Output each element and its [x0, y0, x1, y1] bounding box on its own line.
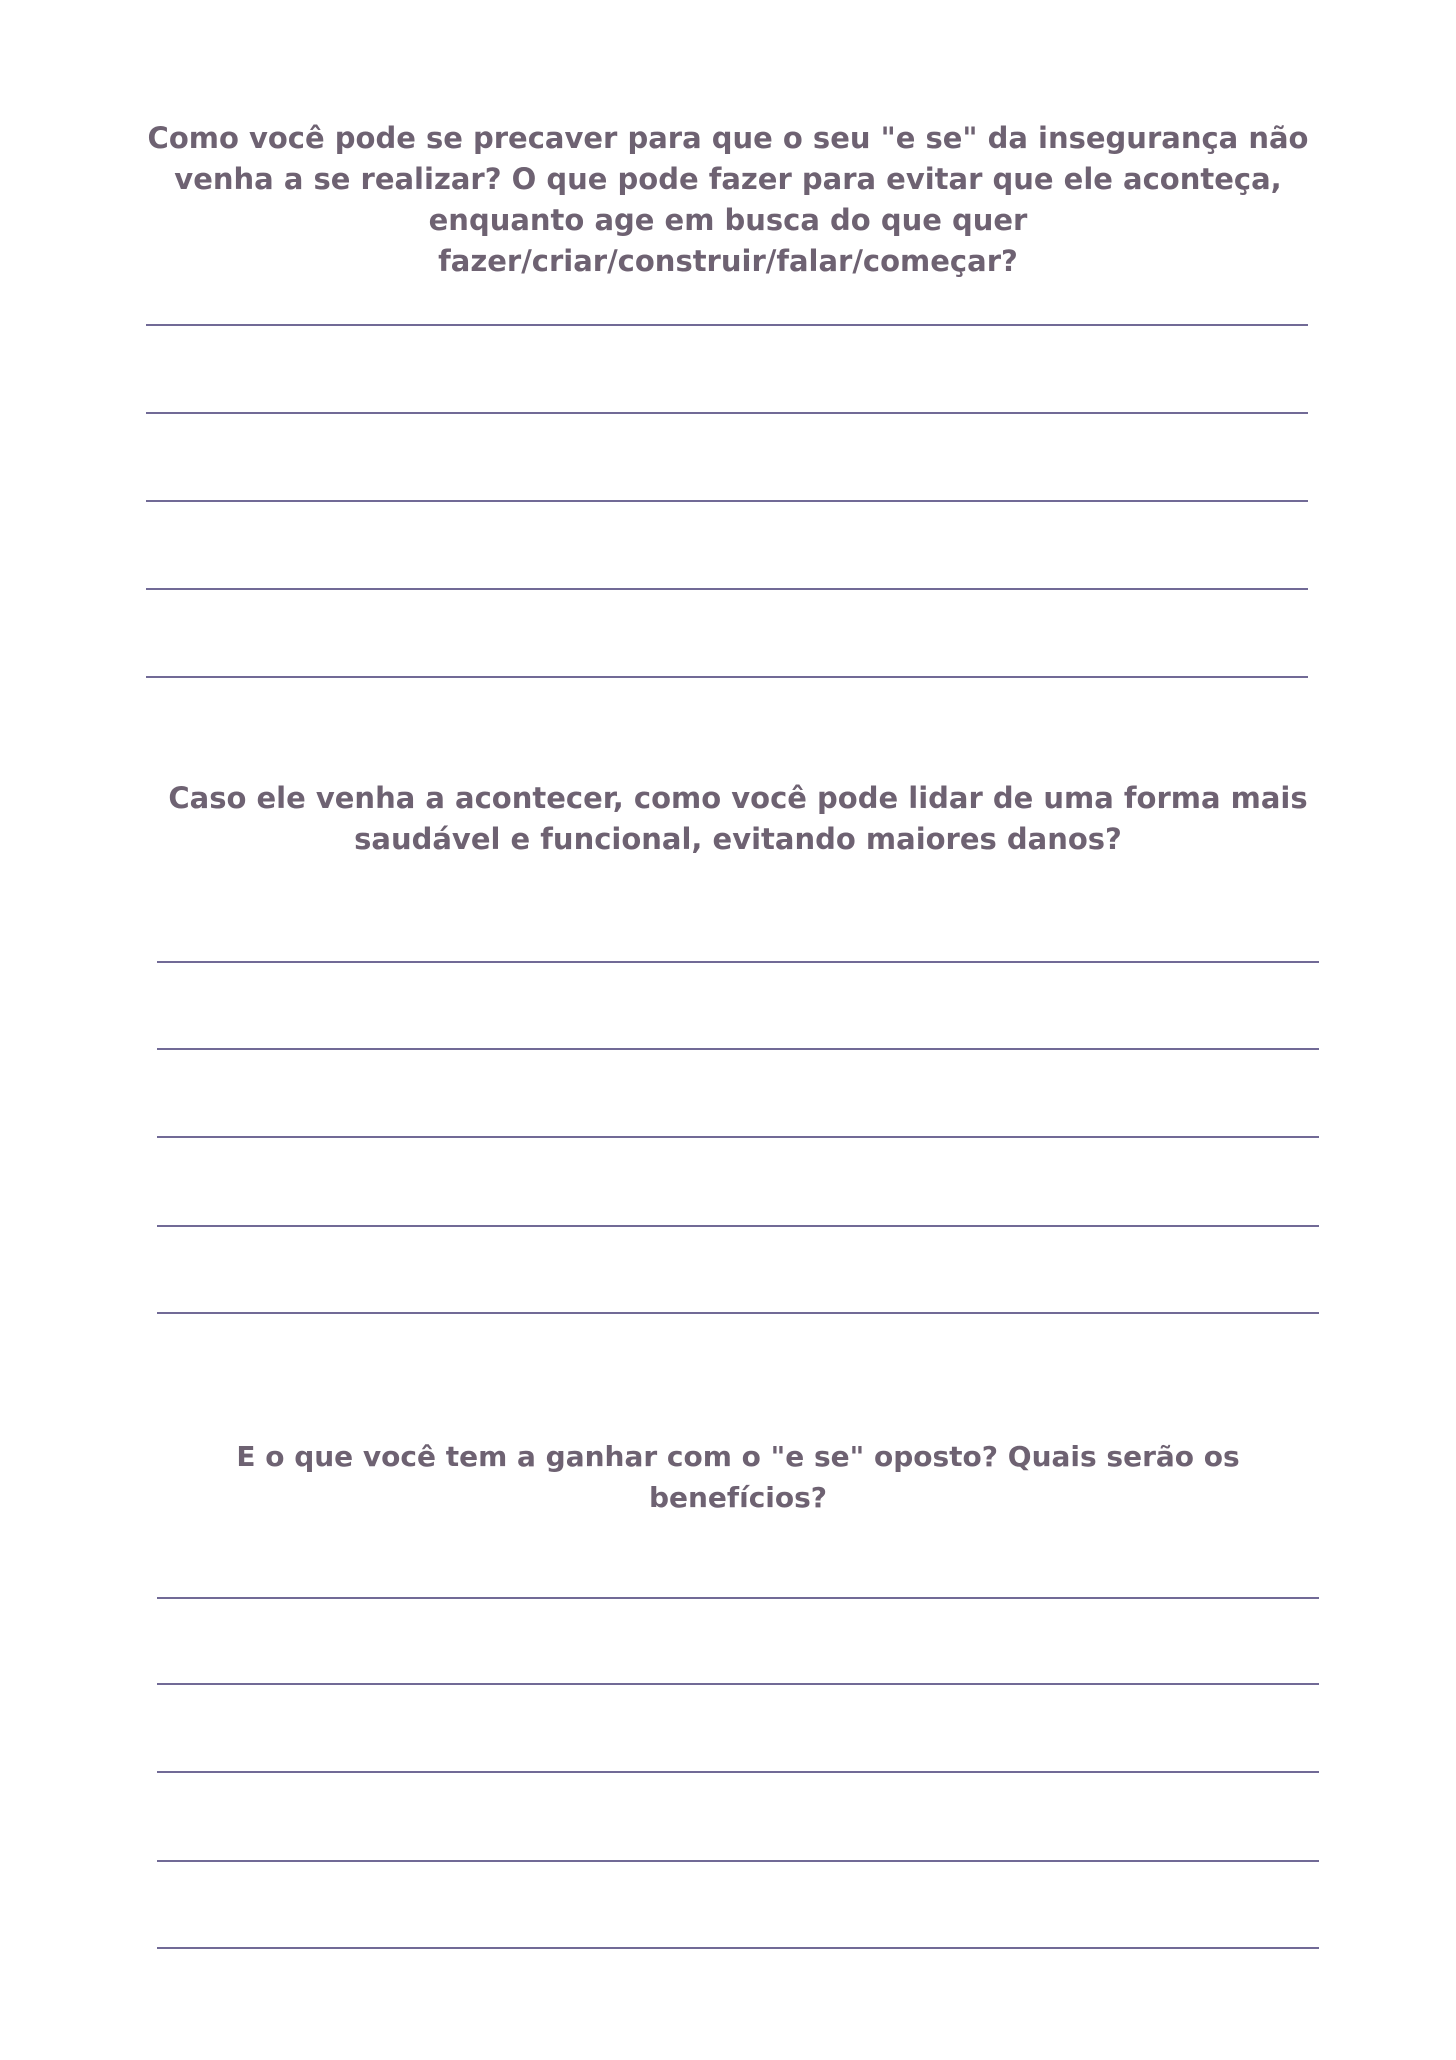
answer-line[interactable]: [157, 1136, 1319, 1138]
answer-line[interactable]: [146, 500, 1308, 502]
answer-line[interactable]: [146, 676, 1308, 678]
answer-line[interactable]: [157, 961, 1319, 963]
answer-line[interactable]: [157, 1225, 1319, 1227]
answer-line[interactable]: [157, 1683, 1319, 1685]
question-2-text: Caso ele venha a acontecer, como você pode lidar de uma forma mais saudável e funcional, evitando maiores danos?: [168, 781, 1308, 856]
answer-line[interactable]: [157, 1860, 1319, 1862]
answer-line[interactable]: [146, 324, 1308, 326]
answer-line[interactable]: [146, 412, 1308, 414]
answer-line[interactable]: [157, 1048, 1319, 1050]
answer-line[interactable]: [157, 1947, 1319, 1949]
question-1-text: Como você pode se precaver para que o seu "e se" da insegurança não venha a se realizar? O que pode fazer para evitar que ele aconteça, enquanto age em busca do que quer fazer/criar/construir/falar/começar?: [147, 121, 1309, 278]
question-3-text: E o que você tem a ganhar com o "e se" oposto? Quais serão os benefícios?: [236, 1440, 1240, 1514]
answer-line[interactable]: [146, 588, 1308, 590]
answer-line[interactable]: [157, 1312, 1319, 1314]
answer-line[interactable]: [157, 1597, 1319, 1599]
answer-line[interactable]: [157, 1771, 1319, 1773]
